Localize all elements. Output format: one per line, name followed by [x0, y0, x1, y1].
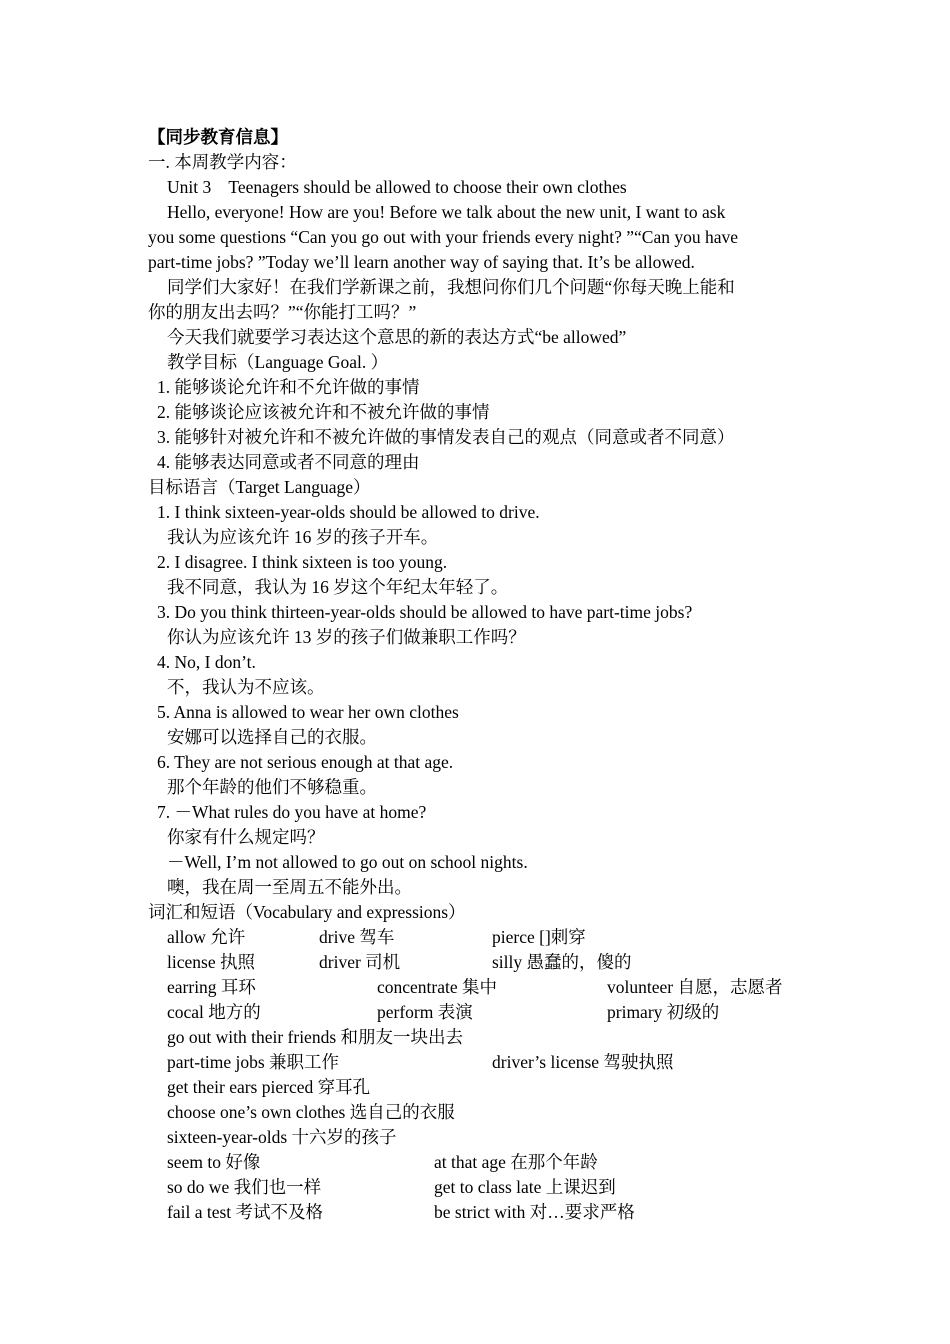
- vocab-item: get to class late 上课迟到: [434, 1177, 616, 1197]
- vocab-item: concentrate 集中: [377, 977, 498, 997]
- section-heading: 一. 本周教学内容：: [148, 152, 297, 172]
- target-cn: 我认为应该允许 16 岁的孩子开车。: [167, 527, 439, 547]
- goal-item: 3. 能够针对被允许和不被允许做的事情发表自己的观点（同意或者不同意）: [157, 427, 735, 447]
- vocab-item: fail a test 考试不及格: [167, 1202, 324, 1222]
- vocab-title: 词汇和短语（Vocabulary and expressions）: [148, 902, 466, 922]
- vocab-item: cocal 地方的: [167, 1002, 261, 1022]
- unit-title: Unit 3 Teenagers should be allowed to choose their own clothes: [167, 177, 627, 197]
- target-en: 3. Do you think thirteen-year-olds should be allowed to have part-time jobs?: [157, 602, 693, 622]
- vocab-item: get their ears pierced 穿耳孔: [167, 1077, 371, 1097]
- vocab-row: [0, 1150, 950, 1175]
- target-en: 7. －What rules do you have at home?: [157, 802, 427, 822]
- vocab-item: silly 愚蠢的，傻的: [492, 952, 632, 972]
- target-cn: 我不同意，我认为 16 岁这个年纪太年轻了。: [167, 577, 509, 597]
- vocab-row: [0, 1000, 950, 1025]
- goal-title: 教学目标（Language Goal. ）: [167, 352, 389, 372]
- vocab-row: [0, 975, 950, 1000]
- vocab-item: be strict with 对…要求严格: [434, 1202, 635, 1222]
- goal-item: 2. 能够谈论应该被允许和不被允许做的事情: [157, 402, 490, 422]
- vocab-item: volunteer 自愿，志愿者: [607, 977, 783, 997]
- target-en: －Well, I’m not allowed to go out on school nights.: [167, 852, 528, 872]
- vocab-row: [0, 925, 950, 950]
- vocab-item: sixteen-year-olds 十六岁的孩子: [167, 1127, 397, 1147]
- vocab-item: pierce []刺穿: [492, 927, 586, 947]
- target-en: 6. They are not serious enough at that age.: [157, 752, 454, 772]
- doc-header: 【同步教育信息】: [148, 127, 288, 147]
- target-cn: 噢，我在周一至周五不能外出。: [167, 877, 412, 897]
- vocab-item: part-time jobs 兼职工作: [167, 1052, 340, 1072]
- intro-cn-line: 今天我们就要学习表达这个意思的新的表达方式“be allowed”: [167, 327, 627, 347]
- target-cn: 不，我认为不应该。: [167, 677, 325, 697]
- intro-en-line: part-time jobs? ”Today we’ll learn another way of saying that. It’s be allowed.: [148, 252, 695, 272]
- vocab-row: [0, 1200, 950, 1225]
- vocab-item: drive 驾车: [319, 927, 395, 947]
- target-title: 目标语言（Target Language）: [148, 477, 371, 497]
- target-en: 1. I think sixteen-year-olds should be allowed to drive.: [157, 502, 540, 522]
- target-cn: 安娜可以选择自己的衣服。: [167, 727, 377, 747]
- vocab-item: earring 耳环: [167, 977, 256, 997]
- goal-item: 1. 能够谈论允许和不允许做的事情: [157, 377, 420, 397]
- target-cn: 那个年龄的他们不够稳重。: [167, 777, 377, 797]
- vocab-item: driver’s license 驾驶执照: [492, 1052, 674, 1072]
- vocab-row: [0, 1050, 950, 1075]
- goal-item: 4. 能够表达同意或者不同意的理由: [157, 452, 420, 472]
- vocab-item: allow 允许: [167, 927, 246, 947]
- target-en: 2. I disagree. I think sixteen is too young.: [157, 552, 448, 572]
- target-cn: 你认为应该允许 13 岁的孩子们做兼职工作吗？: [167, 627, 526, 647]
- intro-cn-line: 你的朋友出去吗？”“你能打工吗？”: [148, 302, 417, 322]
- vocab-item: so do we 我们也一样: [167, 1177, 322, 1197]
- target-cn: 你家有什么规定吗？: [167, 827, 325, 847]
- vocab-item: perform 表演: [377, 1002, 473, 1022]
- intro-cn-line: 同学们大家好！在我们学新课之前，我想问你们几个问题“你每天晚上能和: [167, 277, 735, 297]
- vocab-item: seem to 好像: [167, 1152, 261, 1172]
- intro-en-line: you some questions “Can you go out with your friends every night? ”“Can you have: [148, 227, 739, 247]
- vocab-item: at that age 在那个年龄: [434, 1152, 598, 1172]
- vocab-item: driver 司机: [319, 952, 401, 972]
- intro-en-line: Hello, everyone! How are you! Before we talk about the new unit, I want to ask: [167, 202, 726, 222]
- target-en: 5. Anna is allowed to wear her own clothes: [157, 702, 459, 722]
- vocab-row: [0, 1175, 950, 1200]
- target-en: 4. No, I don’t.: [157, 652, 256, 672]
- vocab-item: primary 初级的: [607, 1002, 720, 1022]
- vocab-row: [0, 950, 950, 975]
- vocab-item: license 执照: [167, 952, 255, 972]
- vocab-item: go out with their friends 和朋友一块出去: [167, 1027, 464, 1047]
- vocab-item: choose one’s own clothes 选自己的衣服: [167, 1102, 455, 1122]
